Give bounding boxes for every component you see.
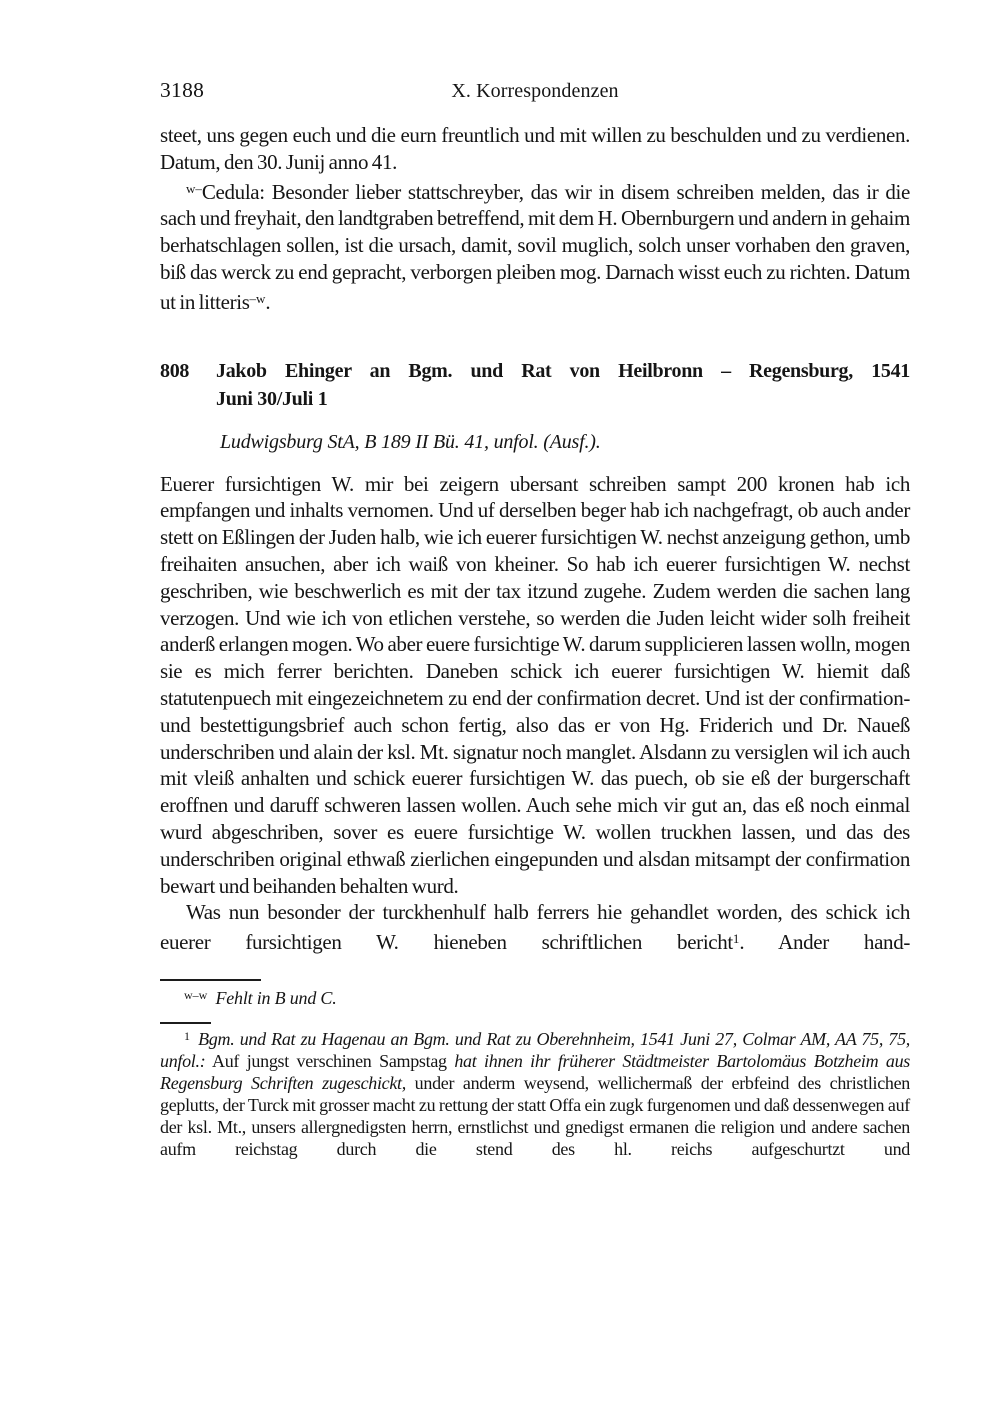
continuation-paragraph: steet, uns gegen euch und die eurn freuntlich und mit willen zu beschulden und zu verdienen. Datum, den 30. Junij anno 41. <box>160 123 910 174</box>
second-paragraph-tail: . Ander hand- <box>739 930 910 955</box>
footnote-1-roman-1: Auf jungst verschinen Sampstag <box>205 1050 455 1071</box>
apparatus-note-text: Fehlt in B und C. <box>215 987 337 1008</box>
text-column <box>160 80 910 1160</box>
apparatus-note <box>160 984 910 1010</box>
footnote-separator-rule <box>160 1022 211 1024</box>
page-number: 3188 <box>160 78 205 102</box>
footnote-1-italic-2: hat ihnen ihr früherer Städtmeister Bartolomäus Botzheim aus Regensburg Schriften zugeschickt, <box>160 1050 910 1093</box>
letter-body-paragraph: Euerer fursichtigen W. mir bei zeigern ubersant schreiben sampt 200 kronen hab ich empfangen und inhalts vernomen. Und uf derselben beger hab ich nachgefragt, ob auch ander stett on Eßlingen der Juden halb, wie ich euerer fursichtigen W. nechst anzeigung gethon, umb freihaiten ansuchen, aber ich waiß von kheiner. So hab ich euerer fursichtigen W. nechst geschriben, wie beschwerlich es mit der tax itzund zugehe. Zudem werden die sachen lang verzogen. Und wie ich von etlichen verstehe, so werden die Juden leicht wider solh freiheit anderß erlangen mogen. Wo aber euere fursichtige W. darum supplicieren lassen wolln, mogen sie es mich ferrer berichten. Daneben schick ich euerer fursichtigen W. hiemit daß statutenpuech mit eingezeichnetem zu end der confirmation decret. Und ist der confirmation- und bestettigungsbrief auch schon fertig, also das er von Hg. Friderich und Dr. Naueß underschriben und alain der ksl. Mt. signatur noch manglet. Alsdann zu versiglen wil ich auch mit vleiß anhalten und schick euerer fursichtigen W. das puech, ob sie eß der burgerschaft eroffnen und daruff schweren lassen wollen. Auch sehe mich vir gut an, das eß noch einmal wurd abgeschriben, sover es euere fursichtige W. wollen truckhen lassen, und das des underschriben original ethwaß zierlichen eingepunden und alsdan mitsampt der confirmation bewart und beihanden behalten wurd. <box>160 471 910 898</box>
cedula-period: . <box>265 289 271 314</box>
archival-source-line: Ludwigsburg StA, B 189 II Bü. 41, unfol. (Ausf.). <box>220 430 601 453</box>
running-header <box>160 80 910 102</box>
cedula-text: Cedula: Besonder lieber stattschreyber, das wir in disem schreiben melden, das ir die sach und freyhait, den landtgraben betreffend, mit dem H. Obernburgern und andern in gehaim berhatschlagen sollen, ist die ursach, damit, sovil muglich, solch unser vorhaben den graven, biß das werck zu end gepracht, verborgen pleiben mog. Darnach wisst euch zu richten. Datum ut in litteris <box>160 179 910 314</box>
entry-title-line1: Jakob Ehinger an Bgm. und Rat von Heilbronn – Regensburg, 1541 <box>216 359 910 382</box>
entry-heading <box>160 357 910 413</box>
apparatus-separator-rule <box>160 979 261 981</box>
apparatus-mark-close: –w <box>249 290 266 306</box>
letter-second-paragraph <box>160 899 910 956</box>
entry-number: 808 <box>160 359 190 382</box>
footnote-1-roman-2: under anderm weysend, wellichermaß der erbfeind des christlichen geplutts, der Turck mit grosser macht zu rettung der statt Offa ein zugk furgenomen und daß dessenwegen auf der ksl. Mt., unsers allergnedigsten herrn, ernstlichst und gnedigst ermanen die religion und andere sachen aufm reichstag durch die stend des hl. reichs aufgeschurtzt und <box>160 1072 910 1159</box>
footnote-1-number: 1 <box>184 1028 190 1043</box>
cedula-paragraph <box>160 176 910 316</box>
footnote-1-citation: Bgm. und Rat zu Hagenau an Bgm. und Rat zu Oberehnheim, 1541 Juni 27, Colmar AM, AA 75, 75, unfol.: <box>160 1028 910 1071</box>
entry-title-line2: Juni 30/Juli 1 <box>216 387 328 410</box>
apparatus-note-mark: w–w <box>184 987 208 1002</box>
footnote-1 <box>160 1025 910 1160</box>
apparatus-mark-open: w– <box>186 180 202 196</box>
footnote-area <box>160 979 910 1160</box>
second-paragraph-text: Was nun besonder der turckhenhulf halb ferrers hie gehandlet worden, des schick ich euerer fursichtigen W. hieneben schriftlichen bericht <box>160 900 910 955</box>
running-head-title: X. Korrespondenzen <box>451 80 619 102</box>
entry-808 <box>160 357 910 956</box>
footnote-reference-1: 1 <box>732 931 740 947</box>
